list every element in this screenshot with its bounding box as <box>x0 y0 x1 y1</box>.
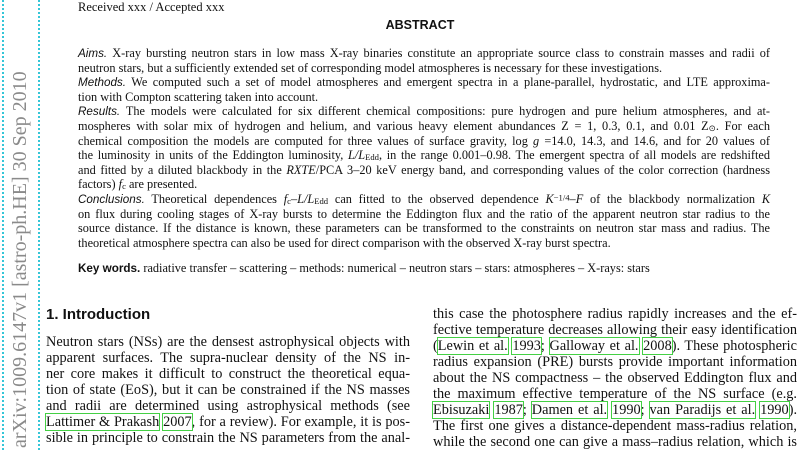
text-segment: tion with Compton scattering taken into account. <box>78 89 319 104</box>
text-segment: this case the photosphere radius rapidly increases and the ef- <box>433 306 797 322</box>
citation-link[interactable]: Damen et al. <box>531 402 608 418</box>
citation-link[interactable]: 2008 <box>643 338 672 354</box>
text-line <box>433 306 797 322</box>
text-segment: are presented. <box>125 177 198 192</box>
text-line <box>78 61 770 76</box>
keywords <box>78 261 650 276</box>
text-segment: while the second one can give a mass–radius relation, which is <box>433 434 797 450</box>
text-segment: and fitted by a diluted blackbody in the <box>78 162 287 177</box>
citation-link[interactable]: Galloway et al. <box>549 338 639 354</box>
text-line <box>78 163 770 178</box>
text-segment: Theoretical dependences <box>144 191 284 206</box>
text-segment: mospheres with solar mix of hydrogen and helium, and various heavy element abundances Z = 1, 0.3, 0.1, and 0.01 Z <box>78 118 709 133</box>
text-line <box>46 366 410 382</box>
abstract-section-label: Methods. <box>78 76 127 90</box>
text-segment: the maximum effective temperature of the NS surface (e.g. <box>433 386 797 402</box>
text-segment: and radii are determined using astrophysical methods (see <box>46 398 410 414</box>
arxiv-identifier: arXiv:1009.6147v1 [astro-ph.HE] 30 Sep 2010 <box>9 71 31 448</box>
text-segment: ner core makes it difficult to construct the theoretical equa- <box>46 366 410 382</box>
stamp-border-right <box>38 0 40 450</box>
citation-link[interactable]: 1993 <box>512 338 541 354</box>
text-segment: fective temperature decreases allowing their easy identification <box>433 322 797 338</box>
text-segment: c <box>287 195 291 206</box>
text-segment: Edd <box>365 152 379 163</box>
text-segment: theoretical atmosphere spectra can also be used for direct comparison with the observed X-ray burst spectra. <box>78 235 611 250</box>
text-segment: Neutron stars (NSs) are the densest astrophysical objects with <box>46 334 410 350</box>
text-segment: ⊙ <box>708 123 716 133</box>
text-line <box>433 402 797 418</box>
text-line <box>78 236 770 251</box>
text-segment: ; <box>640 402 650 418</box>
text-line <box>433 434 797 450</box>
text-line <box>433 386 797 402</box>
text-segment: ; <box>540 338 550 354</box>
text-segment: /PCA 3–20 keV energy band, and corresponding values of the color correction (hardness <box>315 162 770 177</box>
text-line <box>78 134 770 149</box>
text-segment: g <box>533 133 540 148</box>
text-segment: neutron stars, but a sufficiently extended set of corresponding model atmospheres is necessary for these investigations. <box>78 60 663 75</box>
text-segment: – <box>290 191 298 206</box>
text-segment: sible in principle to constrain the NS parameters from the anal- <box>46 430 410 446</box>
text-segment: ; <box>522 402 532 418</box>
abstract-section-label: Results. <box>78 105 121 119</box>
text-line <box>46 350 410 366</box>
text-segment: RXTE <box>286 162 316 177</box>
citation-link[interactable]: Lattimer & Prakash <box>46 414 160 430</box>
arxiv-stamp <box>0 0 42 450</box>
abstract-section-label: Aims. <box>78 47 108 60</box>
text-segment: radius expansion (PRE) bursts provide important information <box>433 354 797 370</box>
text-line <box>78 119 770 134</box>
abstract-body <box>78 46 770 250</box>
text-line <box>433 354 797 370</box>
right-column-text <box>433 306 797 450</box>
text-line <box>46 382 410 398</box>
citation-link[interactable]: 1990 <box>612 402 641 418</box>
text-segment: ). <box>788 402 798 418</box>
text-segment: −1/4 <box>553 192 570 203</box>
text-line <box>433 418 797 434</box>
text-line <box>78 46 770 61</box>
text-line <box>78 90 770 105</box>
citation-link[interactable]: 2007 <box>163 414 192 430</box>
text-line <box>46 398 410 414</box>
text-line <box>78 104 770 119</box>
citation-link[interactable]: 1987 <box>494 402 523 418</box>
text-line <box>78 221 770 236</box>
text-segment: ). These photospheric <box>671 338 797 354</box>
text-segment: f <box>118 177 123 192</box>
text-segment: on flux during cooling stages of X-ray bursts to determine the Eddington flux and the ratio of the apparent neutron star radius to the <box>78 206 770 221</box>
keywords-label: Key words. <box>78 262 141 275</box>
text-segment: F <box>575 191 584 206</box>
citation-link[interactable]: Ebisuzaki <box>433 402 490 418</box>
text-line <box>433 370 797 386</box>
text-line <box>78 177 770 192</box>
text-segment: c <box>122 181 126 192</box>
text-segment: We computed such a set of model atmospheres and emergent spectra in a plane-parallel, hydrostatic, and LTE approxima- <box>126 75 770 90</box>
abstract-title: ABSTRACT <box>385 18 455 32</box>
text-segment: – <box>569 191 576 206</box>
text-segment: =14.0, 14.3, and 14.6, and for 20 values of <box>539 133 770 148</box>
text-line <box>78 75 770 90</box>
text-segment: f <box>283 191 288 206</box>
text-segment: about the NS compactness – the observed Eddington flux and <box>433 370 797 386</box>
text-segment: tion of state (EoS), but it can be constrained if the NS masses <box>46 382 410 398</box>
text-line <box>78 192 770 207</box>
text-segment: factors) <box>78 177 119 192</box>
text-line <box>46 430 410 446</box>
text-segment: L/L <box>297 191 315 206</box>
text-segment: K <box>545 191 554 206</box>
text-segment: K <box>761 191 771 206</box>
text-segment: chemical composition the models are computed for three values of surface gravity, log <box>78 133 534 148</box>
text-line <box>78 148 770 163</box>
stamp-border-left <box>2 0 4 450</box>
text-segment: Edd <box>314 195 329 206</box>
left-column-text <box>46 334 410 446</box>
text-line <box>46 334 410 350</box>
text-segment: ( <box>433 338 438 354</box>
text-segment: The models were calculated for six different chemical compositions: pure hydrogen and pure helium atmospheres, and at- <box>120 104 770 119</box>
section-heading-introduction: 1. Introduction <box>46 306 151 323</box>
text-segment: can fitted to the observed dependence <box>328 191 546 206</box>
text-line <box>78 207 770 222</box>
text-line <box>433 338 797 354</box>
text-segment: The first one gives a distance-dependent mass-radius relation, <box>433 418 797 434</box>
abstract-section-label: Conclusions. <box>78 192 145 206</box>
text-segment: , for a review). For example, it is pos- <box>191 414 410 430</box>
citation-link[interactable]: van Paradijs et al. <box>649 402 756 418</box>
citation-link[interactable]: Lewin et al. <box>437 338 508 354</box>
text-line <box>46 414 410 430</box>
citation-link[interactable]: 1990 <box>760 402 789 418</box>
text-segment: L/L <box>347 148 366 163</box>
text-line <box>433 322 797 338</box>
text-segment: source distance. If the distance is known, these parameters can be transformed to the constraints on neutron star mass and radius. The <box>78 221 770 236</box>
text-segment: . For each <box>715 118 770 133</box>
text-segment: of the blackbody normalization <box>583 191 762 206</box>
text-segment: X-ray bursting neutron stars in low mass X-ray binaries constitute an appropriate source class to constrain masses and radii of <box>107 46 770 60</box>
received-accepted-line: Received xxx / Accepted xxx <box>78 0 225 14</box>
text-segment: , in the range 0.001–0.98. The emergent spectra of all models are redshifted <box>378 148 771 163</box>
text-segment: apparent surfaces. The supra-nuclear density of the NS in- <box>46 350 410 366</box>
keywords-text: radiative transfer – scattering – methods: numerical – neutron stars – stars: atmospheres – X-rays: stars <box>140 261 650 275</box>
text-segment: the luminosity in units of the Eddington luminosity, <box>78 148 348 163</box>
